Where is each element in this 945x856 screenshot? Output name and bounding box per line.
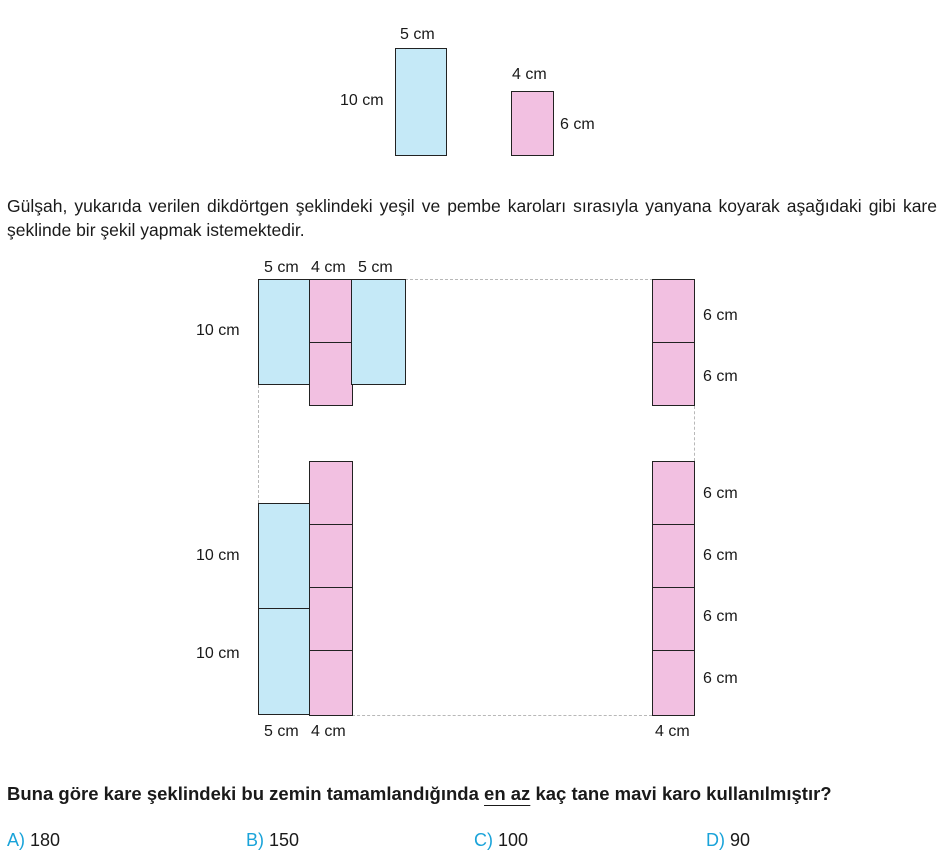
pink-tile-width-label: 4 cm <box>512 66 547 83</box>
pink-tile <box>652 650 695 716</box>
square-outline-bottom <box>352 715 652 716</box>
pink-tile <box>309 461 353 525</box>
question-text <box>7 783 832 805</box>
right-top-label-1: 6 cm <box>703 307 738 324</box>
blue-tile <box>351 279 406 385</box>
top-label-5cm-a: 5 cm <box>264 259 299 276</box>
top-label-5cm-b: 5 cm <box>358 259 393 276</box>
square-outline-right <box>694 406 695 461</box>
option-a[interactable] <box>7 830 60 851</box>
option-c[interactable] <box>474 830 528 851</box>
blue-tile-height-label: 10 cm <box>340 92 384 109</box>
option-b-letter: B) <box>246 830 264 850</box>
pink-tile <box>309 279 353 343</box>
pink-tile <box>309 650 353 716</box>
question-after: kaç tane mavi karo kullanılmıştır? <box>530 783 832 804</box>
bottom-label-4cm: 4 cm <box>311 723 346 740</box>
sample-blue-tile <box>395 48 447 156</box>
option-b-value: 150 <box>269 830 300 850</box>
pink-tile <box>652 587 695 651</box>
left-bottom-label-2: 10 cm <box>196 645 240 662</box>
pink-tile <box>309 342 353 406</box>
right-bottom-label-1: 6 cm <box>703 485 738 502</box>
bottom-label-5cm: 5 cm <box>264 723 299 740</box>
pink-tile <box>652 524 695 588</box>
blue-tile <box>258 503 311 610</box>
square-outline-left <box>258 385 259 503</box>
right-bottom-label-4: 6 cm <box>703 670 738 687</box>
left-bottom-label-1: 10 cm <box>196 547 240 564</box>
option-c-letter: C) <box>474 830 493 850</box>
right-bottom-label-2: 6 cm <box>703 547 738 564</box>
option-d[interactable] <box>706 830 750 851</box>
pink-tile <box>652 279 695 343</box>
option-a-value: 180 <box>30 830 61 850</box>
option-c-value: 100 <box>498 830 529 850</box>
sample-pink-tile <box>511 91 554 156</box>
pink-tile <box>309 587 353 651</box>
question-underlined: en az <box>484 783 531 804</box>
right-top-label-2: 6 cm <box>703 368 738 385</box>
option-d-value: 90 <box>730 830 751 850</box>
left-top-label: 10 cm <box>196 322 240 339</box>
problem-paragraph: Gülşah, yukarıda verilen dikdörtgen şeklindeki yeşil ve pembe karoları sırasıyla yanyana koyarak aşağıdaki gibi kare şeklinde bir şekil yapmak istemektedir. <box>7 196 937 240</box>
option-a-letter: A) <box>7 830 25 850</box>
bottom-right-label: 4 cm <box>655 723 690 740</box>
blue-tile-width-label: 5 cm <box>400 26 435 43</box>
pink-tile-height-label: 6 cm <box>560 116 595 133</box>
blue-tile <box>258 608 311 715</box>
pink-tile <box>652 461 695 525</box>
blue-tile <box>258 279 311 385</box>
pink-tile <box>652 342 695 406</box>
question-before: Buna göre kare şeklindeki bu zemin tamamlandığında <box>7 783 485 804</box>
top-label-4cm: 4 cm <box>311 259 346 276</box>
option-d-letter: D) <box>706 830 725 850</box>
square-outline-top <box>405 279 653 280</box>
option-b[interactable] <box>246 830 299 851</box>
right-bottom-label-3: 6 cm <box>703 608 738 625</box>
pink-tile <box>309 524 353 588</box>
